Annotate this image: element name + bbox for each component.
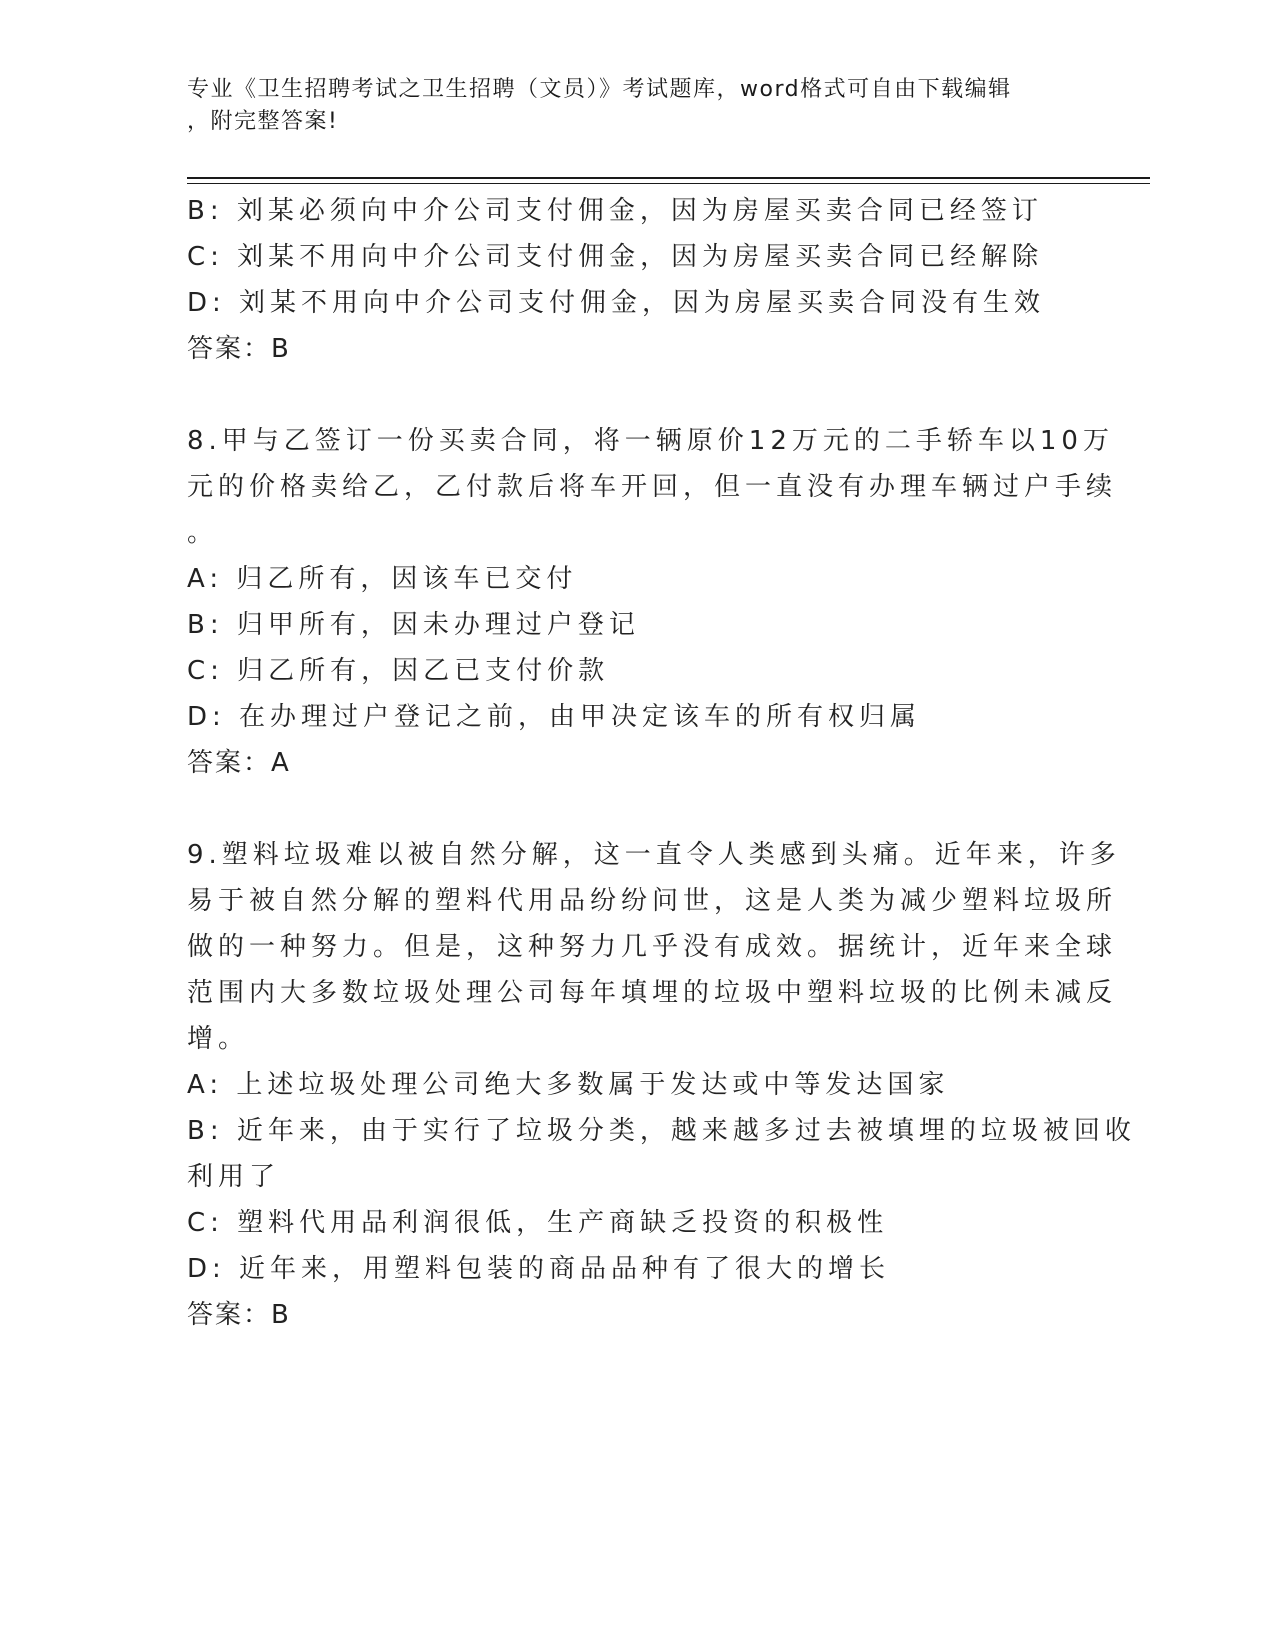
question-8-option-c: C: 归乙所有，因乙已支付价款 bbox=[187, 656, 610, 686]
header-rule-thin bbox=[187, 183, 1150, 184]
question-9-answer: 答案：B bbox=[187, 1300, 291, 1330]
question-9-stem bbox=[187, 832, 1121, 1062]
question-8-stem-line: 8.甲与乙签订一份买卖合同，将一辆原价12万元的二手轿车以10万 bbox=[187, 426, 1114, 456]
question-9-option-b-continued: 利用了 bbox=[187, 1162, 281, 1192]
question-9-option-d: D: 近年来，用塑料包装的商品品种有了很大的增长 bbox=[187, 1254, 891, 1284]
header-line-1: 专业《卫生招聘考试之卫生招聘（文员）》考试题库，word格式可自由下载编辑 bbox=[187, 77, 1012, 102]
question-7-option-c: C: 刘某不用向中介公司支付佣金，因为房屋买卖合同已经解除 bbox=[187, 242, 1044, 272]
header-rule-thick bbox=[187, 177, 1150, 179]
question-9-stem-line: 易于被自然分解的塑料代用品纷纷问世，这是人类为减少塑料垃圾所 bbox=[187, 886, 1118, 916]
document-header bbox=[187, 74, 1067, 138]
question-8-option-a: A: 归乙所有，因该车已交付 bbox=[187, 564, 578, 594]
question-9-stem-line: 做的一种努力。但是，这种努力几乎没有成效。据统计，近年来全球 bbox=[187, 932, 1118, 962]
question-7-option-b: B: 刘某必须向中介公司支付佣金，因为房屋买卖合同已经签订 bbox=[187, 196, 1043, 226]
question-9-stem-line: 增。 bbox=[187, 1024, 250, 1054]
question-7-option-d: D: 刘某不用向中介公司支付佣金，因为房屋买卖合同没有生效 bbox=[187, 288, 1046, 318]
question-9-option-b: B: 近年来，由于实行了垃圾分类，越来越多过去被填埋的垃圾被回收 bbox=[187, 1116, 1136, 1146]
question-8-stem-line: 元的价格卖给乙，乙付款后将车开回，但一直没有办理车辆过户手续 bbox=[187, 472, 1118, 502]
question-9-stem-line: 9.塑料垃圾难以被自然分解，这一直令人类感到头痛。近年来，许多 bbox=[187, 840, 1121, 870]
spacer bbox=[187, 786, 1077, 832]
question-7-answer: 答案：B bbox=[187, 334, 291, 364]
question-content bbox=[187, 188, 1136, 1338]
question-9-option-c: C: 塑料代用品利润很低，生产商缺乏投资的积极性 bbox=[187, 1208, 889, 1238]
question-8-answer: 答案：A bbox=[187, 748, 291, 778]
question-8-stem bbox=[187, 418, 1118, 556]
question-7-options bbox=[187, 188, 1077, 326]
header-line-2: ，附完整答案! bbox=[187, 109, 339, 134]
question-9-option-a: A: 上述垃圾处理公司绝大多数属于发达或中等发达国家 bbox=[187, 1070, 950, 1100]
spacer bbox=[187, 372, 1077, 418]
question-9-options bbox=[187, 1062, 1136, 1292]
question-8-stem-line: 。 bbox=[187, 518, 219, 548]
question-9-stem-line: 范围内大多数垃圾处理公司每年填埋的垃圾中塑料垃圾的比例未减反 bbox=[187, 978, 1118, 1008]
question-8-option-d: D: 在办理过户登记之前，由甲决定该车的所有权归属 bbox=[187, 702, 922, 732]
question-8-option-b: B: 归甲所有，因未办理过户登记 bbox=[187, 610, 640, 640]
question-8-options bbox=[187, 556, 1077, 740]
